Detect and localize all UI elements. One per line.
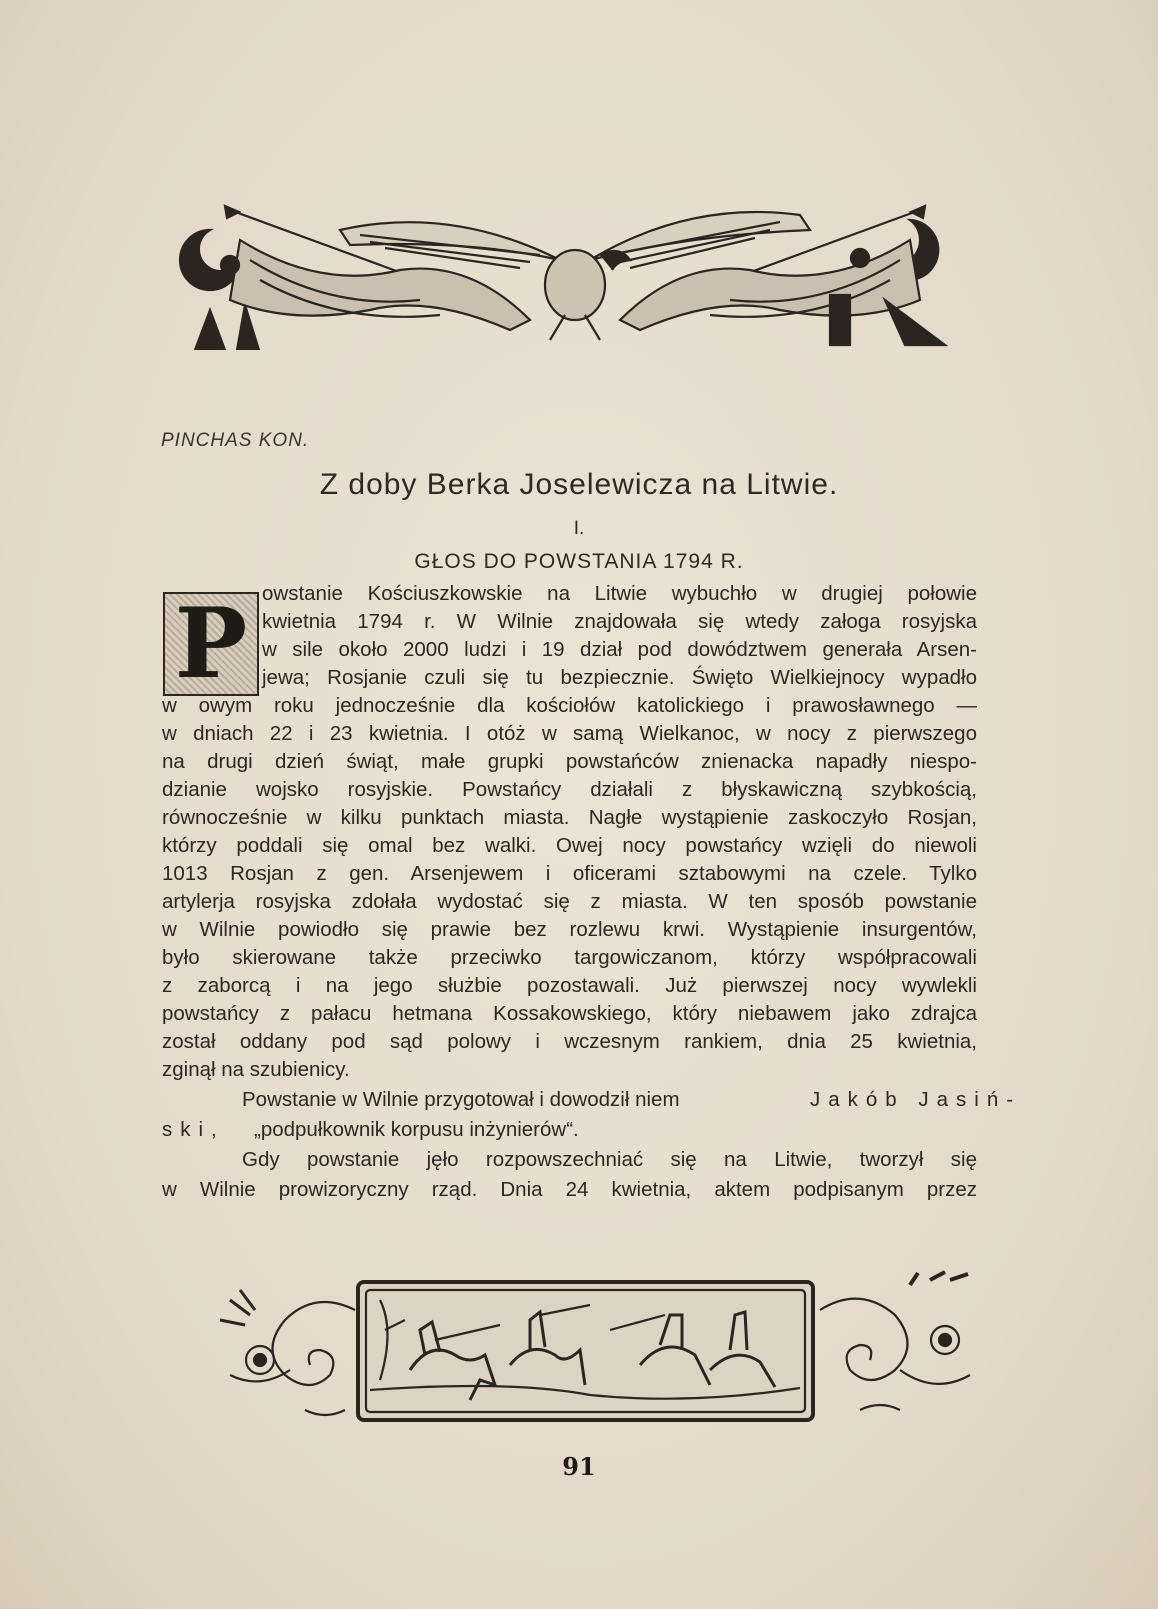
text-line: z zaborcą i na jego służbie pozostawali. Już pierwszej nocy wywlekli (162, 974, 977, 997)
text-line: Powstanie w Wilnie przygotował i dowodził niem (242, 1088, 680, 1111)
text-line: w owym roku jednocześnie dla kościołów katolickiego i prawosławnego — (162, 694, 977, 717)
text-line: owstanie Kościuszkowskie na Litwie wybuchło w drugiej połowie (262, 582, 977, 605)
text-line: było skierowane także przeciwko targowiczanom, którzy współpracowali (162, 946, 977, 969)
drop-cap (163, 587, 259, 700)
text-line: ski, (162, 1118, 225, 1141)
text-line: „podpułkownik korpusu inżynierów“. (254, 1118, 579, 1141)
author-name: PINCHAS KON. (161, 430, 310, 451)
text-line: którzy poddali się omal bez walki. Owej nocy powstańcy wzięli do niewoli (162, 834, 977, 857)
text-line: jewa; Rosjanie czuli się tu bezpiecznie. Święto Wielkiejnocy wypadło (262, 666, 977, 689)
text-line: artylerja rosyjska zdołała wydostać się z miasta. W ten sposób powstanie (162, 890, 977, 913)
text-line: zginął na szubienicy. (162, 1058, 350, 1081)
battle-scene-ornament-icon (210, 1270, 990, 1440)
text-line: Jakób Jasiń- (810, 1088, 1022, 1111)
drop-cap-letter: P (174, 587, 248, 700)
text-line: kwietnia 1794 r. W Wilnie znajdowała się wtedy załoga rosyjska (262, 610, 977, 633)
page-number: 91 (562, 1452, 596, 1481)
chapter-number: I. (573, 518, 585, 539)
text-line: w dniach 22 i 23 kwietnia. I otóż w samą Wielkanoc, w nocy z pierwszego (162, 722, 977, 745)
text-line: dzianie wojsko rosyjskie. Powstańcy działali z błyskawiczną szybkością, (162, 778, 977, 801)
text-line: w Wilnie powiodło się prawie bez rozlewu krwi. Wystąpienie insurgentów, (162, 918, 977, 941)
text-line: 1013 Rosjan z gen. Arsenjewem i oficerami sztabowymi na czele. Tylko (162, 862, 977, 885)
text-line: równocześnie w kilku punktach miasta. Nagłe wystąpienie zaskoczyło Rosjan, (162, 806, 977, 829)
text-line: powstańcy z pałacu hetmana Kossakowskiego, który niebawem jako zdrajca (162, 1002, 977, 1025)
eagle-banner-ornament-icon (170, 200, 980, 350)
article-title: Z doby Berka Joselewicza na Litwie. (319, 468, 839, 501)
text-line: został oddany pod sąd polowy i wczesnym rankiem, dnia 25 kwietnia, (162, 1030, 977, 1053)
text-line: w sile około 2000 ludzi i 19 dział pod dowództwem generała Arsen- (262, 638, 977, 661)
text-line: w Wilnie prowizoryczny rząd. Dnia 24 kwietnia, aktem podpisanym przez (162, 1178, 977, 1201)
text-line: na drugi dzień świąt, małe grupki powstańców znienacka napadły niespo- (162, 750, 977, 773)
section-title: GŁOS DO POWSTANIA 1794 R. (414, 550, 744, 573)
text-line: Gdy powstanie jęło rozpowszechniać się na Litwie, tworzył się (242, 1148, 977, 1171)
